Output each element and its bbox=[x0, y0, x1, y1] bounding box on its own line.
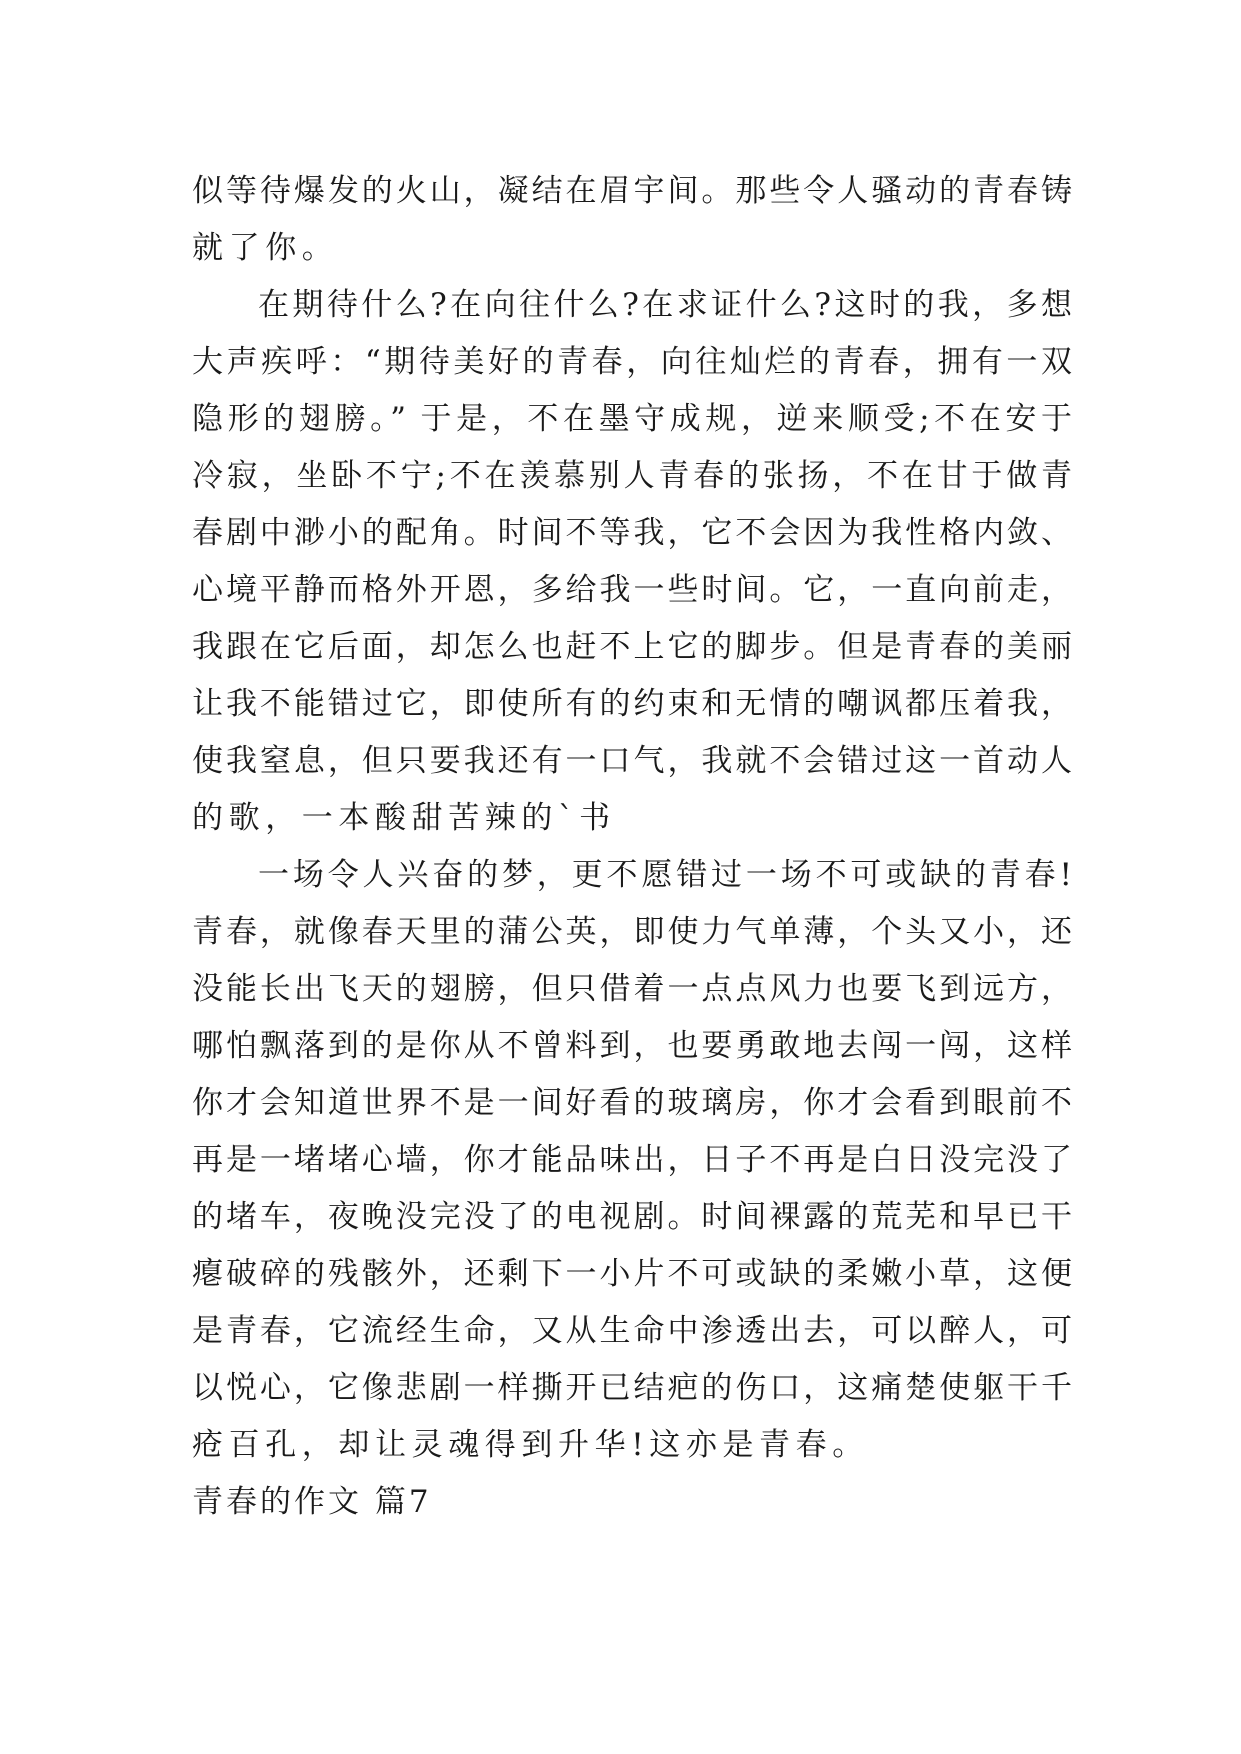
text-line: 冷寂，坐卧不宁;不在羡慕别人青春的张扬，不在甘于做青 bbox=[192, 458, 1072, 494]
text-line: 春剧中渺小的配角。时间不等我，它不会因为我性格内敛、 bbox=[192, 515, 1072, 551]
text-line: 疮百孔，却让灵魂得到升华!这亦是青春。 bbox=[192, 1427, 869, 1463]
text-line: 我跟在它后面，却怎么也赶不上它的脚步。但是青春的美丽 bbox=[192, 629, 1072, 665]
text-line: 一场令人兴奋的梦，更不愿错过一场不可或缺的青春! bbox=[258, 857, 1072, 893]
text-line: 的堵车，夜晚没完没了的电视剧。时间裸露的荒芜和早已干 bbox=[192, 1199, 1072, 1235]
text-line: 青春，就像春天里的蒲公英，即使力气单薄，个头又小，还 bbox=[192, 914, 1072, 950]
text-line: 让我不能错过它，即使所有的约束和无情的嘲讽都压着我， bbox=[192, 686, 1072, 722]
text-line: 以悦心，它像悲剧一样撕开已结疤的伤口，这痛楚使躯干千 bbox=[192, 1370, 1072, 1406]
text-line: 隐形的翅膀。” 于是，不在墨守成规，逆来顺受;不在安于 bbox=[192, 401, 1072, 437]
text-line: 再是一堵堵心墙，你才能品味出，日子不再是白日没完没了 bbox=[192, 1142, 1072, 1178]
text-line: 是青春，它流经生命，又从生命中渗透出去，可以醉人，可 bbox=[192, 1313, 1072, 1349]
text-line: 心境平静而格外开恩，多给我一些时间。它，一直向前走， bbox=[192, 572, 1072, 608]
text-line: 就了你。 bbox=[192, 230, 339, 266]
document-body bbox=[192, 163, 1072, 1531]
text-line: 你才会知道世界不是一间好看的玻璃房，你才会看到眼前不 bbox=[192, 1085, 1072, 1121]
text-line: 在期待什么?在向往什么?在求证什么?这时的我，多想 bbox=[258, 287, 1072, 323]
text-line: 使我窒息，但只要我还有一口气，我就不会错过这一首动人 bbox=[192, 743, 1072, 779]
text-line: 没能长出飞天的翅膀，但只借着一点点风力也要飞到远方， bbox=[192, 971, 1072, 1007]
text-line: 似等待爆发的火山，凝结在眉宇间。那些令人骚动的青春铸 bbox=[192, 173, 1072, 209]
paragraph bbox=[192, 163, 1072, 277]
section-heading: 青春的作文 篇7 bbox=[192, 1484, 432, 1520]
text-line: 大声疾呼：“期待美好的青春，向往灿烂的青春，拥有一双 bbox=[192, 344, 1072, 380]
paragraph bbox=[192, 277, 1072, 847]
text-line: 的歌，一本酸甜苦辣的`书 bbox=[192, 800, 616, 836]
text-line: 瘪破碎的残骸外，还剩下一小片不可或缺的柔嫩小草，这便 bbox=[192, 1256, 1072, 1292]
paragraph bbox=[192, 847, 1072, 1474]
text-line: 哪怕飘落到的是你从不曾料到，也要勇敢地去闯一闯，这样 bbox=[192, 1028, 1072, 1064]
